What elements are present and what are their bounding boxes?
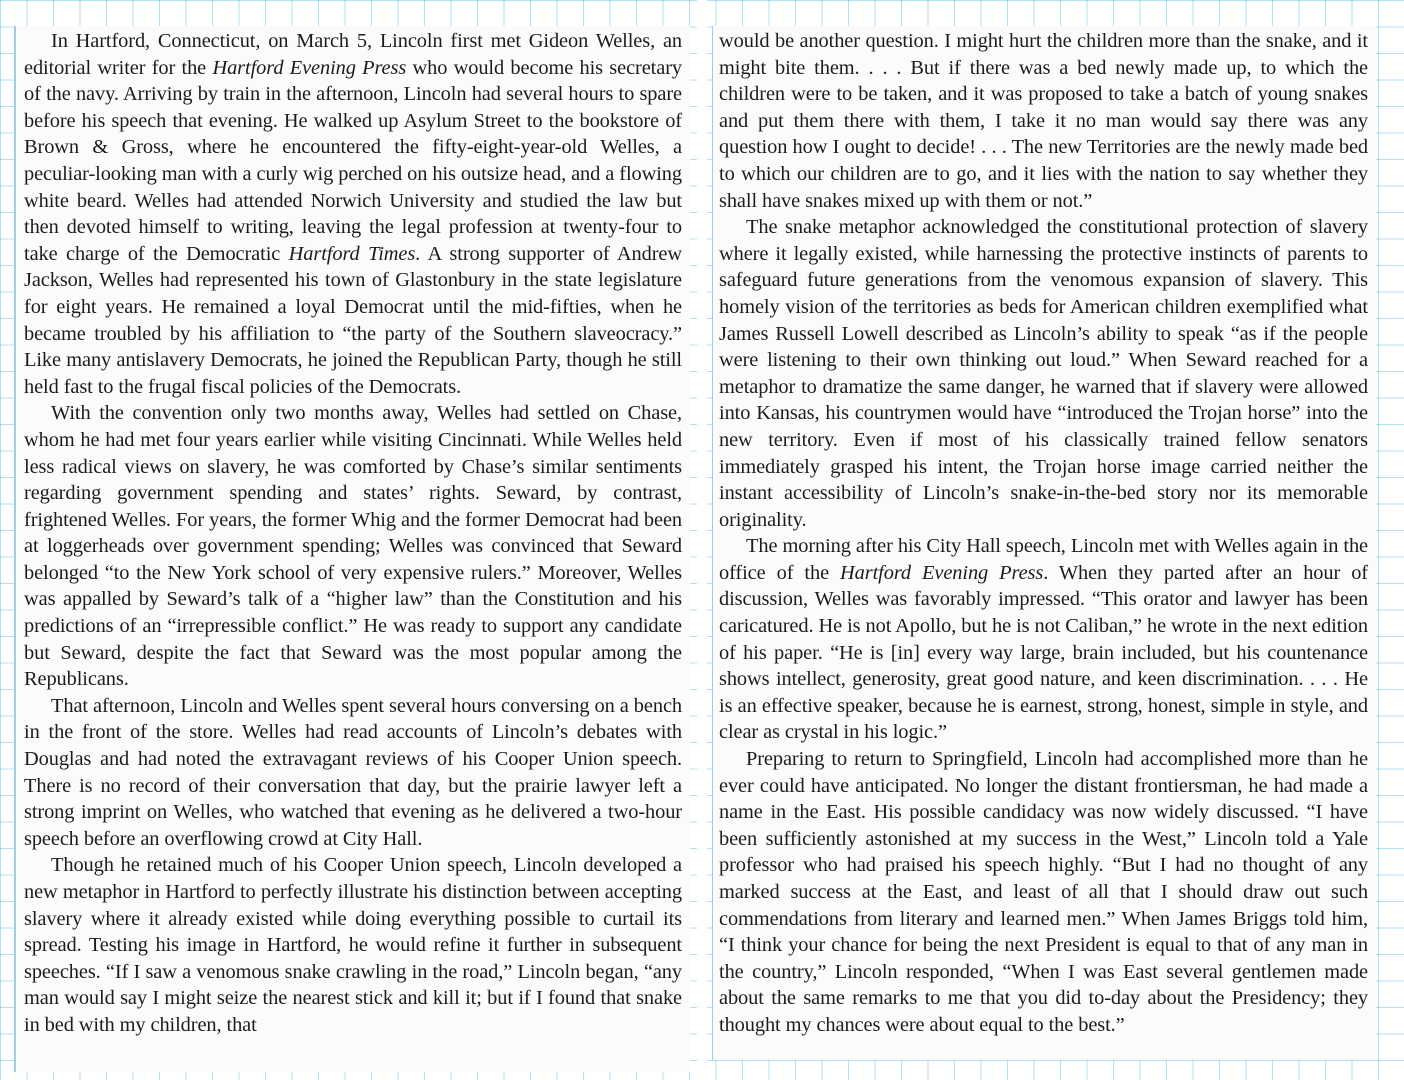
left-page-column: [14, 26, 690, 1072]
text-run: . A strong supporter of Andrew Jackson, Welles had represented his town of Glastonbury in the state legislature for eight years. He remained a loyal Democrat until the mid-fifties, when he became troubled by his affiliation to “the party of the Southern slaveocracy.” Like many antislavery Democrats, he joined the Republican Party, though he still held fast to the frugal fiscal policies of the Democrats.: [24, 242, 683, 398]
paragraph: [719, 28, 1368, 214]
text-run: That afternoon, Lincoln and Welles spent several hours conversing on a bench in the front of the store. Welles had read accounts of Lincoln’s debates with Douglas and had noted the extravagant reviews of his Cooper Union speech. There is no record of their conversation that day, but the prairie lawyer left a strong imprint on Welles, who watched that evening as he delivered a two-hour speech before an overflowing crowd at City Hall.: [24, 694, 682, 850]
paragraph: [719, 746, 1368, 1039]
paragraph: [719, 533, 1368, 746]
text-run: . When they parted after an hour of discussion, Welles was favorably impressed. “This orator and lawyer has been caricatured. He is not Apollo, but he is not Caliban,” he wrote in the next edition of his paper. “He is [in] every way large, brain included, but his countenance shows intellect, generosity, great good nature, and keen discrimination. . . . He is an effective speaker, because he is earnest, strong, honest, simple in style, and clear as crystal in his logic.”: [719, 561, 1368, 744]
gutter: [697, 0, 707, 1080]
text-run: The morning after his City Hall speech, Lincoln met with Welles again in the office of the: [719, 535, 1368, 584]
text-run: Though he retained much of his Cooper Union speech, Lincoln developed a new metaphor in Hartford to perfectly illustrate his distinction between accepting slavery where it already existed while doing everything possible to curtail its spread. Testing his image in Hartford, he would refine it further in subsequent speeches. “If I saw a venomous snake crawling in the road,” Lincoln began, “any man would say I might seize the nearest stick and kill it; but if I found that snake in bed with my children, that: [24, 854, 682, 1036]
paragraph: [24, 28, 682, 400]
paragraph: [24, 852, 682, 1038]
text-run: who would become his secretary of the navy. Arriving by train in the afternoon, Lincoln had several hours to spare before his speech that evening. He walked up Asylum Street to the bookstore of Brown & Gross, where he encountered the fifty-eight-year-old Welles, a peculiar-looking man with a curly wig perched on his outsize head, and a flowing white beard. Welles had attended Norwich University and studied the law but then devoted himself to writing, leaving the legal profession at twenty-four to take charge of the Democratic: [24, 56, 682, 265]
italic-title: Hartford Times: [288, 242, 416, 265]
paragraph: [24, 400, 682, 693]
text-run: Preparing to return to Springfield, Lincoln had accomplished more than he ever could have anticipated. No longer the distant frontiersman, he had made a name in the East. His possible candidacy was now widely discussed. “I have been sufficiently astonished at my success in the West,” Lincoln told a Yale professor who had praised his speech highly. “But I had no thought of any marked success at the East, and least of all that I should draw out such commendations from literary and learned men.” When James Briggs told him, “I think your chance for being the next President is equal to that of any man in the country,” Lincoln responded, “When I was East several gentlemen made about the same remarks to me that you did to-day about the Presidency; they thought my chances were about equal to the best.”: [719, 748, 1368, 1036]
italic-title: Hartford Evening Press: [840, 561, 1044, 584]
right-page-column: [712, 26, 1376, 1060]
text-run: The snake metaphor acknowledged the constitutional protection of slavery where it legally existed, while harnessing the protective instincts of parents to safeguard future generations from the venomous expansion of slavery. This homely vision of the territories as beds for American children exemplified what James Russell Lowell described as Lincoln’s ability to speak “as if the people were listening to their own thinking out loud.” When Seward reached for a metaphor to dramatize the same danger, he warned that if slavery were allowed into Kansas, his countrymen would have “introduced the Trojan horse” into the new territory. Even if most of his classically trained fellow senators immediately grasped his intent, the Trojan horse image carried neither the instant accessibility of Lincoln’s snake-in-the-bed story nor its memorable originality.: [719, 216, 1368, 531]
paragraph: [24, 693, 682, 853]
text-run: would be another question. I might hurt the children more than the snake, and it might bite them. . . . But if there was a bed newly made up, to which the children were to be taken, and it was proposed to take a batch of young snakes and put them there with them, I take it no man would say there was any question how I ought to decide! . . . The new Territories are the newly made bed to which our children are to go, and it lies with the nation to say whether they shall have snakes mixed up with them or not.”: [719, 30, 1368, 212]
text-run: With the convention only two months away, Welles had settled on Chase, whom he had met four years earlier while visiting Cincinnati. While Welles held less radical views on slavery, he was comforted by Chase’s similar sentiments regarding government spending and states’ rights. Seward, by contrast, frightened Welles. For years, the former Whig and the former Democrat had been at loggerheads over government spending; Welles was convinced that Seward belonged “to the New York school of very expensive rulers.” Moreover, Welles was appalled by Seward’s talk of a “higher law” than the Constitution and his predictions of an “irrepressible conflict.” He was ready to support any candidate but Seward, despite the fact that Seward was the most popular among the Republicans.: [24, 402, 682, 691]
paragraph: [719, 214, 1368, 533]
text-run: In Hartford, Connecticut, on March 5, Lincoln first met Gideon Welles, an editorial writer for the: [24, 30, 682, 79]
italic-title: Hartford Evening Press: [212, 56, 407, 79]
